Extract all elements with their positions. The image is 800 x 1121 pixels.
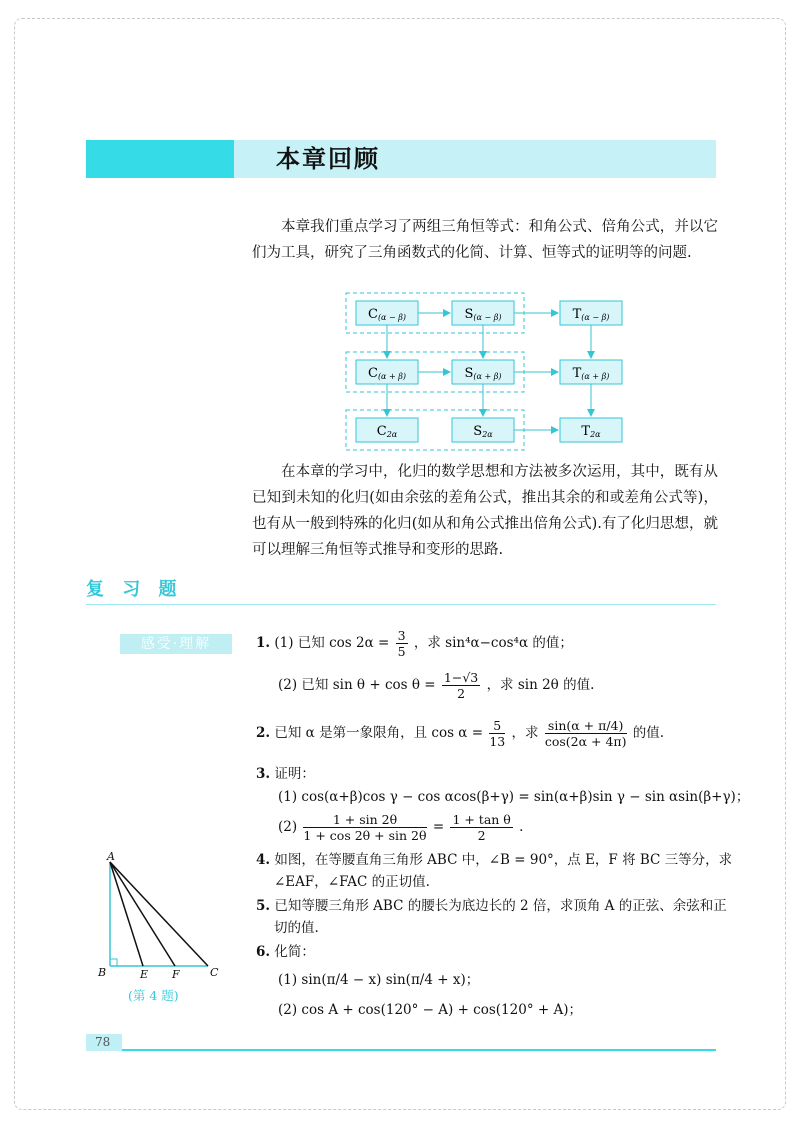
fraction: $\frac{3}{5}$ bbox=[397, 628, 406, 659]
exercise-number: 5. bbox=[256, 898, 271, 914]
label-s-double: S2α bbox=[473, 424, 493, 439]
label-t-double: T2α bbox=[581, 424, 601, 439]
triangle-figure bbox=[96, 852, 226, 982]
point-f-label: F bbox=[172, 968, 180, 981]
exercise-1-part-1: 1. (1) 已知 cos 2α = $\frac{3}{5}$ ，求 sin⁴α−cos⁴α 的值； bbox=[256, 628, 573, 659]
category-tag: 感受·理解 bbox=[120, 634, 232, 654]
exercise-number: 3. bbox=[256, 766, 271, 782]
point-e-label: E bbox=[140, 968, 149, 981]
label-c-sum: C(α + β) bbox=[367, 366, 407, 381]
point-c-label: C bbox=[210, 966, 219, 979]
label-t-diff: T(α − β) bbox=[572, 307, 610, 322]
footer-rule bbox=[86, 1049, 716, 1051]
intro-paragraph-2-text: 在本章的学习中，化归的数学思想和方法被多次运用，其中，既有从已知到未知的化归(如由余弦的差角公式，推出其余的和或差角公式等)，也有从一般到特殊的化归(如从和角公式推出倍角公式).有了化归思想，就可以理解三角恒等式推导和变形的思路. bbox=[252, 464, 718, 558]
exercise-4-line-1: 4. 如图，在等腰直角三角形 ABC 中，∠B = 90°，点 E，F 将 BC 三等分，求 bbox=[256, 852, 733, 868]
page-number: 78 bbox=[95, 1035, 111, 1049]
banner-accent bbox=[86, 140, 234, 178]
exercise-6-part-2: (2) cos A + cos(120° − A) + cos(120° + A)； bbox=[278, 1002, 582, 1018]
exercise-number: 4. bbox=[256, 852, 271, 868]
exercise-number: 2. bbox=[256, 725, 271, 741]
segment-ae bbox=[110, 862, 143, 966]
segment-af bbox=[110, 862, 175, 966]
formula-diagram bbox=[340, 290, 640, 455]
right-angle-mark bbox=[110, 959, 117, 966]
label-s-sum: S(α + β) bbox=[464, 366, 502, 381]
exercise-3-part-1: (1) cos(α+β)cos γ − cos αcos(β+γ) = sin(α+β)sin γ − sin αsin(β+γ)； bbox=[278, 789, 750, 805]
figure-caption: (第 4 题) bbox=[128, 988, 179, 1003]
exercise-4-line-2: ∠EAF，∠FAC 的正切值. bbox=[274, 874, 430, 890]
exercise-5-line-1: 5. 已知等腰三角形 ABC 的腰长为底边长的 2 倍，求顶角 A 的正弦、余弦和正 bbox=[256, 898, 727, 914]
exercise-3-part-2: (2) $\frac{1 + \sin 2\theta}{1 + \cos 2\theta + \sin 2\theta}$ = $\frac{\text{1 + tan θ}}{2}$ . bbox=[278, 812, 524, 843]
fraction: $\frac{1 + \sin 2\theta}{1 + \cos 2\theta + \sin 2\theta}$ bbox=[303, 812, 427, 843]
chapter-title: 本章回顾 bbox=[276, 144, 380, 173]
intro-paragraph-2 bbox=[252, 459, 718, 563]
exercise-number: 1. bbox=[256, 635, 271, 651]
intro-paragraph-1-text: 本章我们重点学习了两组三角恒等式：和角公式、倍角公式，并以它们为工具，研究了三角函数式的化简、计算、恒等式的证明等的问题. bbox=[252, 219, 718, 261]
side-ac bbox=[110, 862, 208, 966]
label-t-sum: T(α + β) bbox=[572, 366, 610, 381]
label-c-double: C2α bbox=[376, 424, 398, 439]
exercise-3-label: 3. 证明： bbox=[256, 766, 315, 782]
fraction: $\frac{\sin(\alpha + \pi/4)}{\cos(2\alpha + 4\pi)}$ bbox=[544, 718, 627, 749]
exercise-number: 6. bbox=[256, 944, 271, 960]
section-divider bbox=[86, 604, 716, 605]
fraction: $\frac{\text{1 + tan θ}}{2}$ bbox=[452, 812, 511, 843]
fraction: $\frac{5}{13}$ bbox=[489, 718, 506, 749]
review-section-title: 复 习 题 bbox=[86, 579, 183, 600]
exercise-5-line-2: 切的值. bbox=[274, 920, 319, 936]
fraction: $\frac{1-√3}{2}$ bbox=[443, 670, 479, 701]
label-s-diff: S(α − β) bbox=[464, 307, 502, 322]
chapter-banner bbox=[86, 140, 716, 178]
exercise-6-part-1: (1) sin(π/4 − x) sin(π/4 + x)； bbox=[278, 972, 480, 988]
exercise-1-part-2: (2) 已知 sin θ + cos θ = $\frac{1-√3}{2}$ ，求 sin 2θ 的值. bbox=[278, 670, 595, 701]
exercise-6-label: 6. 化简： bbox=[256, 944, 315, 960]
exercise-2: 2. 已知 α 是第一象限角，且 cos α = $\frac{5}{13}$ ，求 $\frac{\sin(\alpha + \pi/4)}{\cos(2\alpha + 4\pi)}$ 的值. bbox=[256, 718, 665, 749]
point-b-label: B bbox=[98, 966, 107, 979]
point-a-label: A bbox=[107, 850, 115, 863]
label-c-diff: C(α − β) bbox=[367, 307, 407, 322]
intro-paragraph-1 bbox=[252, 214, 718, 266]
